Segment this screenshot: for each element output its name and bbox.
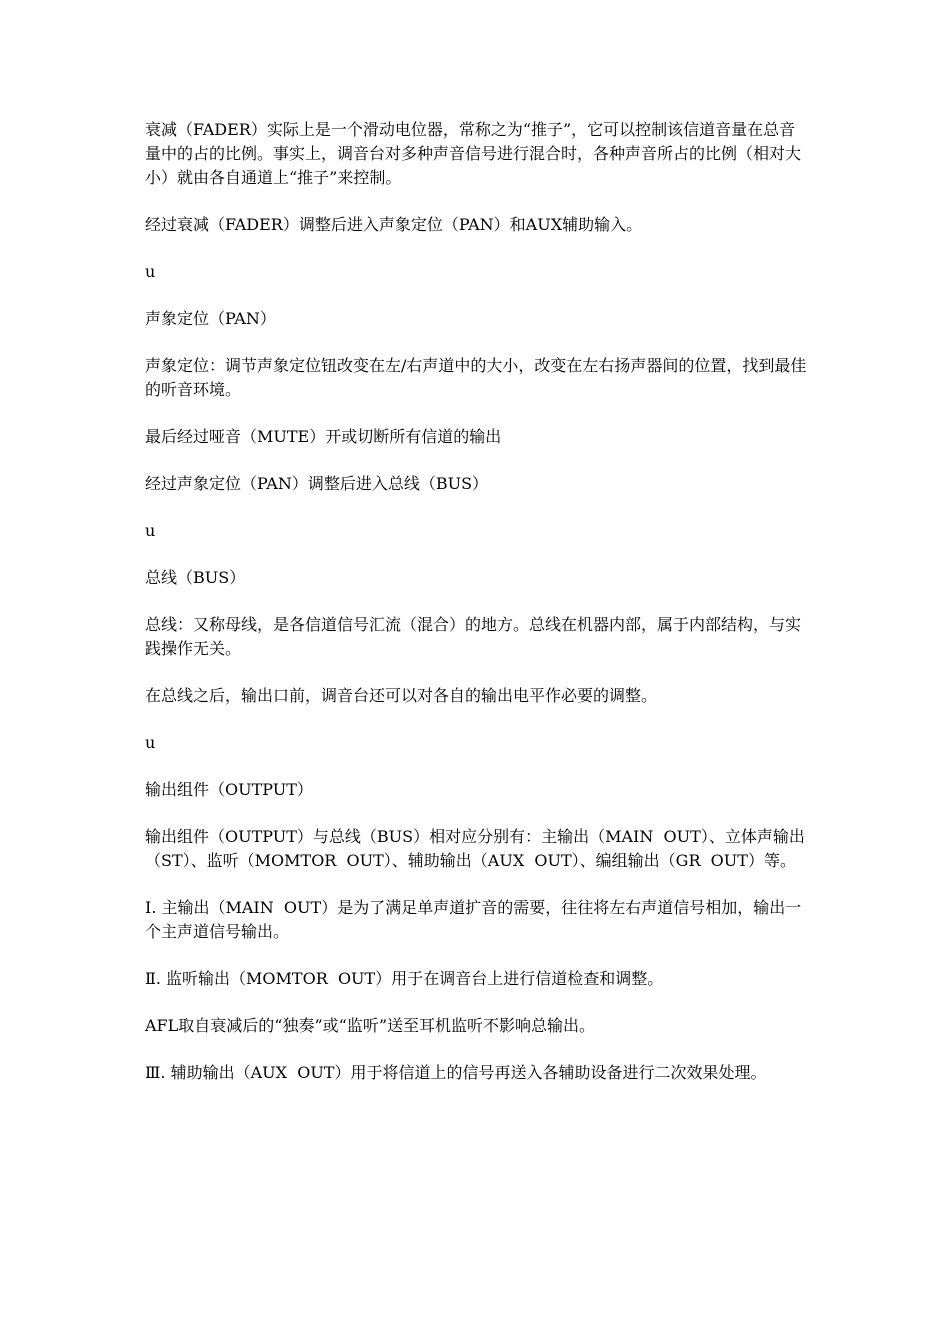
bullet-marker: u [145, 733, 156, 752]
heading-pan: 声象定位（PAN） [145, 309, 276, 328]
paragraph-pan-description: 声象定位：调节声象定位钮改变在左/右声道中的大小，改变在左右扬声器间的位置，找到最佳的听音环境。 [145, 356, 807, 399]
paragraph-pan-to-bus: 经过声象定位（PAN）调整后进入总线（BUS） [145, 474, 489, 493]
heading-bus: 总线（BUS） [145, 568, 246, 587]
paragraph-aux-out: Ⅲ. 辅助输出（AUX OUT）用于将信道上的信号再送入各辅助设备进行二次效果处理。 [145, 1063, 767, 1082]
document-body [145, 118, 810, 1108]
bullet-marker: u [145, 521, 156, 540]
heading-output: 输出组件（OUTPUT） [145, 780, 313, 799]
paragraph-mute: 最后经过哑音（MUTE）开或切断所有信道的输出 [145, 427, 502, 446]
paragraph-monitor-out: Ⅱ. 监听输出（MOMTOR OUT）用于在调音台上进行信道检查和调整。 [145, 969, 664, 988]
paragraph-after-bus: 在总线之后，输出口前，调音台还可以对各自的输出电平作必要的调整。 [145, 686, 658, 705]
paragraph-main-out: Ⅰ. 主输出（MAIN OUT）是为了满足单声道扩音的需要，往往将左右声道信号相加，输出一个主声道信号输出。 [145, 898, 802, 941]
bullet-marker: u [145, 262, 156, 281]
paragraph-output-description: 输出组件（OUTPUT）与总线（BUS）相对应分别有：主输出（MAIN OUT）、立体声输出（ST）、监听（MOMTOR OUT）、辅助输出（AUX OUT）、编组输出（GR OUT）等。 [145, 827, 805, 870]
paragraph-afl: AFL取自衰减后的“独奏”或“监听”送至耳机监听不影响总输出。 [145, 1016, 596, 1035]
paragraph-fader-to-pan: 经过衰减（FADER）调整后进入声象定位（PAN）和AUX辅助输入。 [145, 215, 643, 234]
paragraph-bus-description: 总线：又称母线，是各信道信号汇流（混合）的地方。总线在机器内部，属于内部结构，与实践操作无关。 [145, 615, 802, 658]
paragraph-fader-description: 衰减（FADER）实际上是一个滑动电位器，常称之为“推子”，它可以控制该信道音量在总音量中的占的比例。事实上，调音台对多种声音信号进行混合时，各种声音所占的比例（相对大小）就由各自通道上“推子”来控制。 [145, 120, 802, 187]
